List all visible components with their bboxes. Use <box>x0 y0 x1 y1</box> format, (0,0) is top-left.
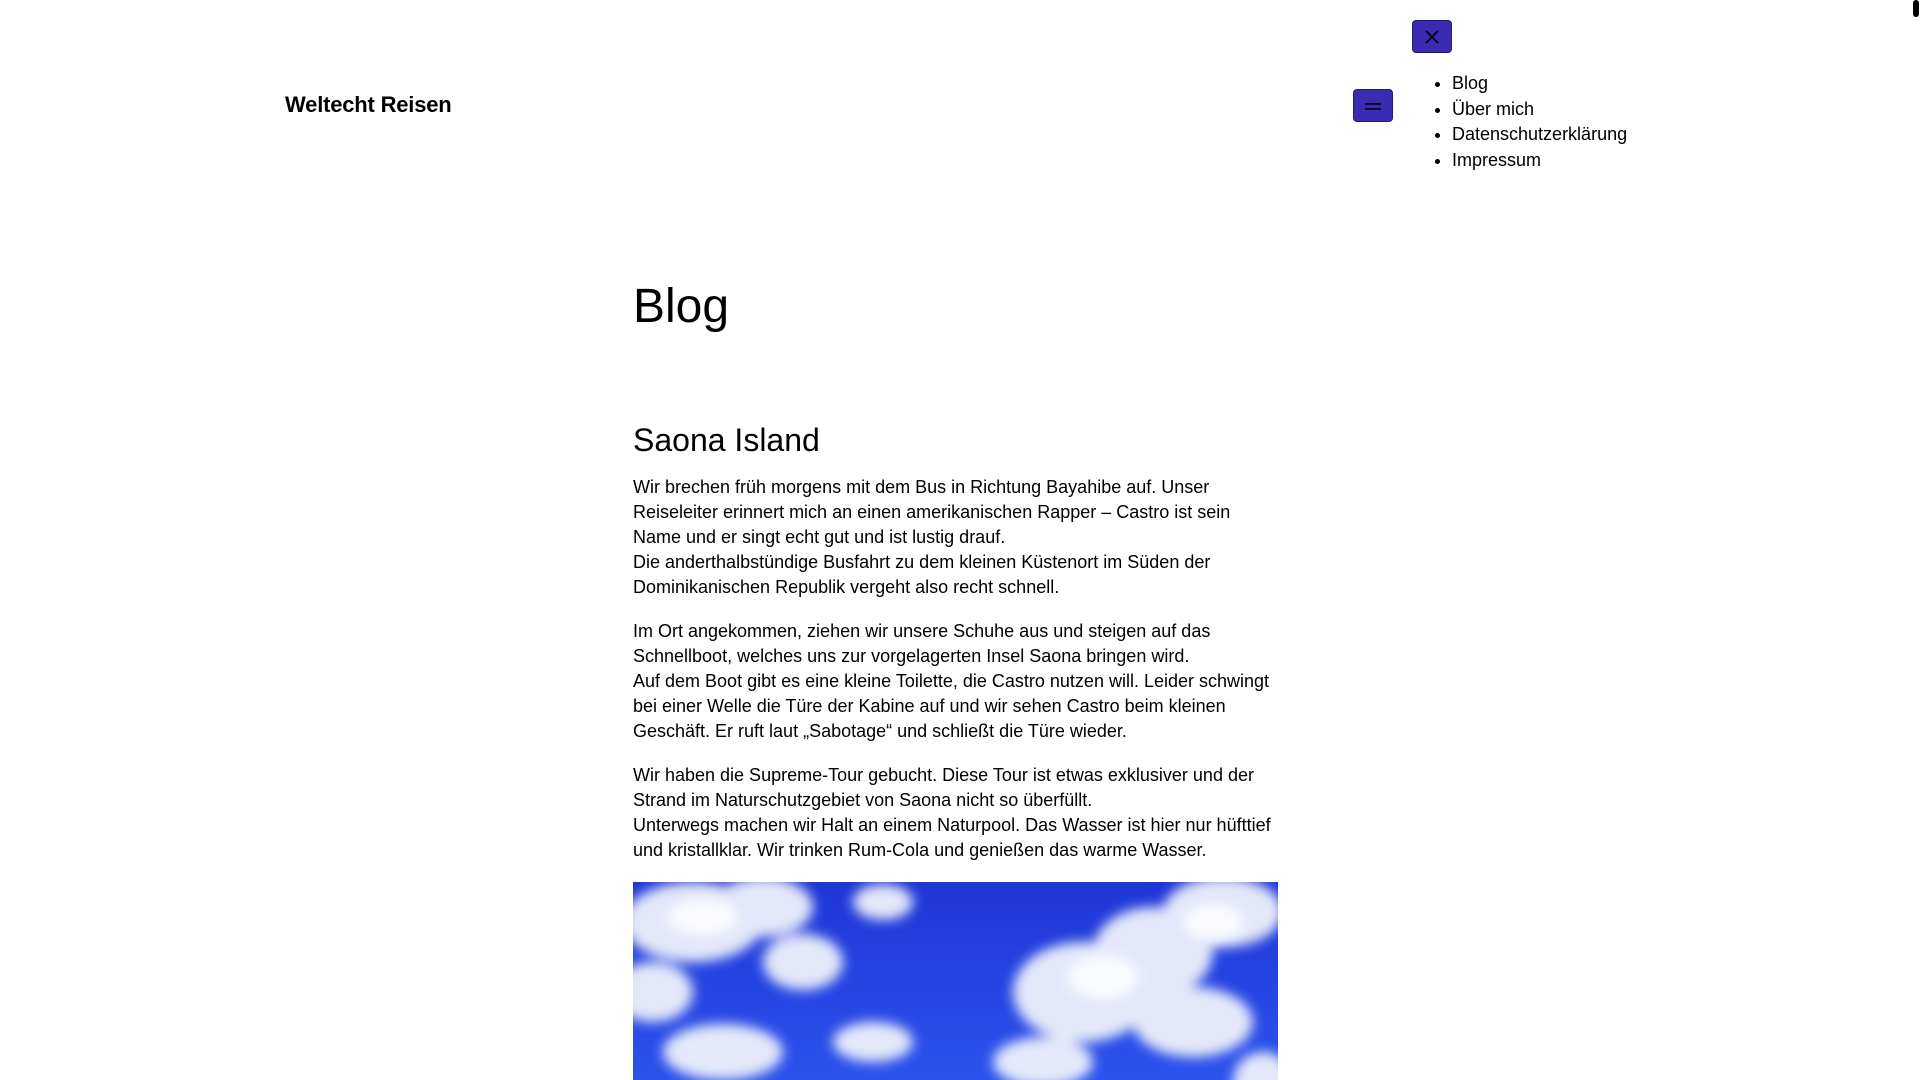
close-icon <box>1423 28 1441 46</box>
main-content <box>633 272 1278 1080</box>
page-title: Blog <box>633 280 730 333</box>
scrollbar-thumb[interactable] <box>1913 0 1919 17</box>
sky-clouds-illustration <box>633 882 1278 1080</box>
hamburger-icon <box>1363 101 1383 111</box>
nav-item-about <box>1452 97 1627 123</box>
post-title[interactable]: Saona Island <box>633 422 820 458</box>
nav-item-privacy <box>1452 122 1627 148</box>
menu-button[interactable] <box>1353 89 1393 122</box>
post-body <box>633 475 1278 863</box>
nav-link-about[interactable]: Über mich <box>1452 98 1535 119</box>
nav-link-privacy[interactable]: Datenschutzerklärung <box>1452 124 1628 144</box>
post-paragraph: Wir haben die Supreme-Tour gebucht. Diese Tour ist etwas exklusiver und der Strand im Naturschutzgebiet von Saona nicht so überfüllt. Unterwegs machen wir Halt an einem Naturpool. Das Wasser ist hier nur hüfttief und kristallklar. Wir trinken Rum-Cola und genießen das warme Wasser. <box>633 765 1271 860</box>
navigation-menu <box>1430 71 1627 173</box>
site-title[interactable]: Weltecht Reisen <box>285 92 452 117</box>
nav-item-blog <box>1452 71 1627 97</box>
nav-item-imprint <box>1452 148 1627 174</box>
post-paragraph: Im Ort angekommen, ziehen wir unsere Schuhe aus und steigen auf das Schnellboot, welches uns zur vorgelagerten Insel Saona bringen wird. Auf dem Boot gibt es eine kleine Toilette, die Castro nutzen will. Leider schwingt bei einer Welle die Türe der Kabine auf und wir sehen Castro beim kleinen Geschäft. Er ruft laut „Sabotage“ und schließt die Türe wieder. <box>633 621 1270 741</box>
nav-link-blog[interactable]: Blog <box>1452 73 1489 93</box>
post-paragraph: Wir brechen früh morgens mit dem Bus in Richtung Bayahibe auf. Unser Reiseleiter erinnert mich an einen amerikanischen Rapper – Castro ist sein Name und er singt echt gut und ist lustig drauf. Die anderthalbstündige Busfahrt zu dem kleinen Küstenort im Süden der Dominikanischen Republik vergeht also recht schnell. <box>633 477 1231 597</box>
nav-link-imprint[interactable]: Impressum <box>1452 149 1542 170</box>
close-menu-button[interactable] <box>1412 20 1452 53</box>
post-image-sky <box>633 882 1278 1080</box>
